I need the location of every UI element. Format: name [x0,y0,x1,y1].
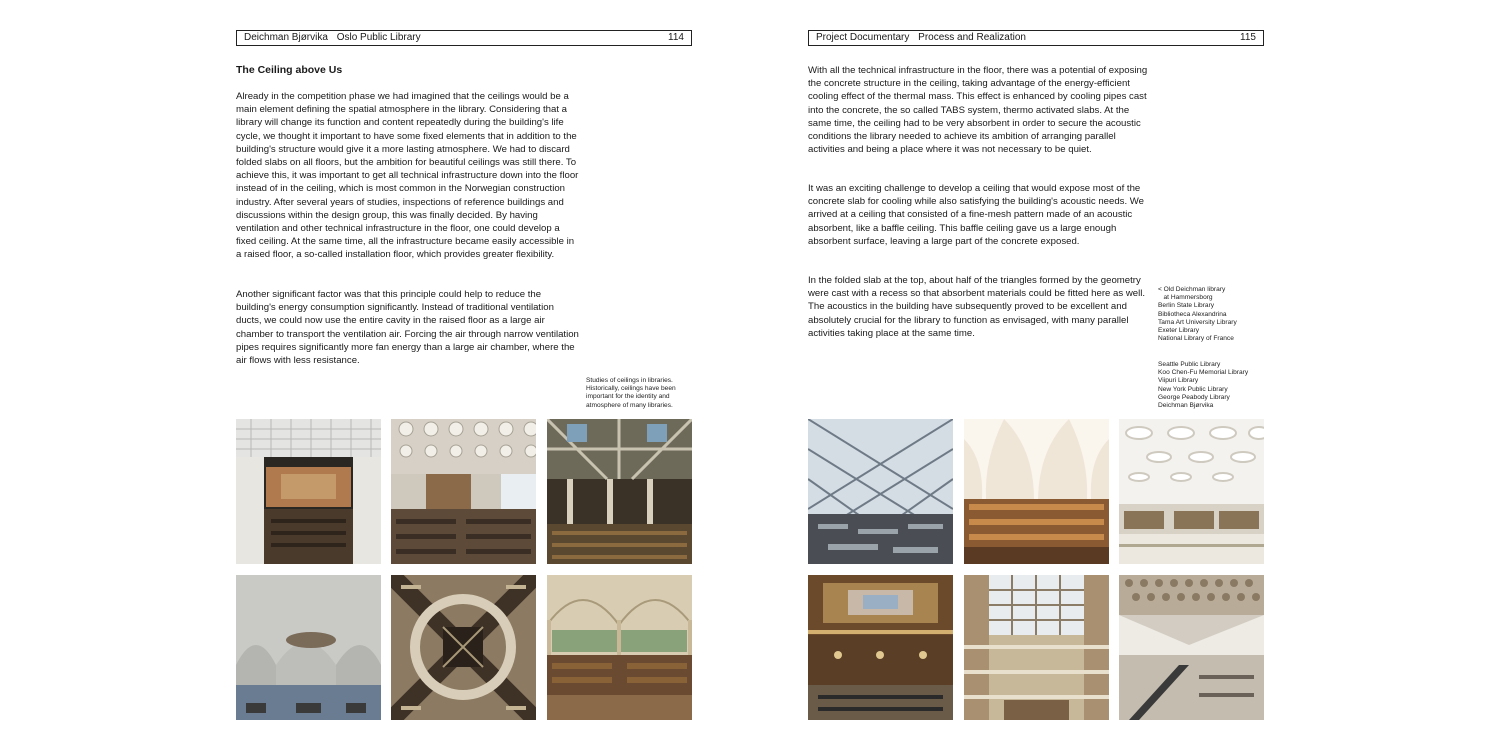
photo-seattle-public-library [808,419,953,564]
legend-line: National Library of France [1158,335,1234,343]
photo-bibliotheca-alexandrina [547,419,692,564]
body-paragraph-3: In the folded slab at the top, about half of the triangles formed by the geometry were cast with a recess so that absorbent materials could be fitted here as well. The acoustics in the building have subsequently proved to be excellent and absolutely crucial for the library to function as envisaged, with many parallel activities taking place at the same time. [808,275,1146,339]
caption-line: Historically, ceilings have been [586,385,676,393]
caption-line: atmosphere of many libraries. [586,401,673,409]
figure-caption [586,377,676,410]
body-paragraph-1: With all the technical infrastructure in the floor, there was a potential of exposing the concrete structure in the ceiling, taking advantage of the energy-efficient cooling effect of the thermal mass. This effect is enhanced by cooling pipes cast into the concrete, the so called TABS system, thermo activated slabs. At the same time, the ceiling had to be very absorbent in order to secure the acoustic conditions the library needed to achieve its ambition of arranging parallel activities and being a place where it was not necessary to be quiet. [808,65,1148,156]
legend-line: Bibliotheca Alexandrina [1158,310,1227,318]
running-header-right [808,30,1264,46]
body-paragraph-1: Already in the competition phase we had imagined that the ceilings would be a main element defining the spatial atmosphere in the library. Considering that a library will change its function and content repeatedly during the building's life cycle, we thought it important to have some fixed elements that in addition to the building's structure would give it a more lasting atmosphere. We had to discard folded slabs on all floors, but the ambition for beautiful ceilings was still there. To achieve this, it was important to get all technical infrastructure down into the floor instead of in the ceiling, which is most common in the Norwegian construction industry. After several years of studies, inspections of reference buildings and discussions within the design group, this was finally decided. By having ventilation and other technical infrastructure in the floor, one could develop a fixed ceiling. At the same time, all the infrastructure became easily accessible in a raised floor, a so-called installation floor, which provides greater flexibility. [236,91,579,261]
section-heading: The Ceiling above Us [236,64,343,76]
right-page [750,0,1500,750]
legend-line: Deichman Bjørvika [1158,402,1214,410]
photo-tama-art-university-library [236,575,381,720]
caption-line: important for the identity and [586,393,670,401]
photo-national-library-of-france [547,575,692,720]
photo-koo-chen-fu-memorial-library [964,419,1109,564]
image-legend-bottom-row [1158,361,1248,410]
photo-george-peabody-library [964,575,1109,720]
body-paragraph-2: It was an exciting challenge to develop a ceiling that would expose most of the concrete slab for cooling while also satisfying the building's acoustic needs. We arrived at a ceiling that consisted of a fine-mesh pattern made of an acoustic absorbent, like a baffle ceiling. This baffle ceiling gave us a large enough absorbent surface, leaving a large part of the concrete exposed. [808,183,1145,247]
image-legend-top-row [1158,286,1237,343]
photo-viipuri-library [1119,419,1264,564]
header-book-title: Deichman Bjørvika [244,32,328,43]
legend-line: Berlin State Library [1158,302,1215,310]
header-section-title: Process and Realization [918,32,1026,43]
photo-exeter-library [391,575,536,720]
legend-line: Tama Art University Library [1158,318,1237,326]
photo-berlin-state-library [391,419,536,564]
caption-line: Studies of ceilings in libraries. [586,377,673,384]
legend-line: Koo Chen-Fu Memorial Library [1158,369,1249,377]
photo-deichman-bjorvika [1119,575,1264,720]
page-number: 115 [1240,32,1256,43]
running-header-left [236,30,692,46]
legend-line: Seattle Public Library [1158,361,1221,368]
legend-line: < Old Deichman library [1158,286,1226,293]
page-number: 114 [668,32,684,43]
legend-line: Viipuri Library [1158,377,1199,385]
header-book-title: Project Documentary [816,32,910,43]
header-section-title: Oslo Public Library [336,32,421,43]
legend-line: George Peabody Library [1158,393,1230,401]
legend-line: at Hammersborg [1158,294,1213,302]
photo-old-deichman-library [236,419,381,564]
body-paragraph-2: Another significant factor was that this principle could help to reduce the building's energy consumption significantly. Instead of traditional ventilation ducts, we could now use the entire cavity in the raised floor as a large air chamber to transport the ventilation air. Forcing the air through narrow ventilation pipes requires significantly more fan energy than a large air chamber, where the air flows with less resistance. [236,289,579,367]
legend-line: Exeter Library [1158,327,1200,335]
legend-line: New York Public Library [1158,385,1228,393]
photo-new-york-public-library [808,575,953,720]
